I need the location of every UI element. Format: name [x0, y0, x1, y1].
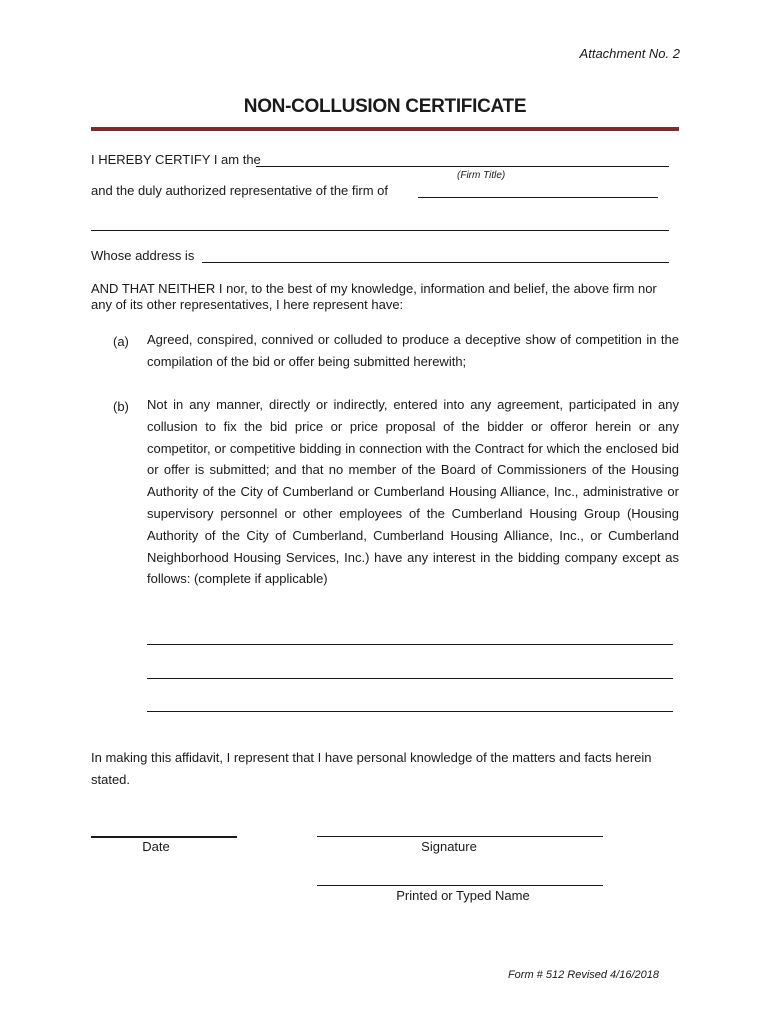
signature-line[interactable] — [317, 836, 603, 837]
certify-label: I HEREBY CERTIFY I am the — [91, 152, 261, 167]
date-label: Date — [142, 839, 170, 854]
signature-label: Signature — [421, 839, 477, 854]
item-a-text: Agreed, conspired, connived or colluded to produce a deceptive show of competition in the compilation of the bid or offer being submitted herewith; — [147, 332, 679, 369]
exception-line-1[interactable] — [147, 644, 673, 645]
page-title: NON-COLLUSION CERTIFICATE — [243, 96, 527, 117]
firm-label: and the duly authorized representative of the firm of — [91, 183, 389, 198]
firm-title-caption: (Firm Title) — [457, 170, 506, 181]
exception-line-2[interactable] — [147, 678, 673, 679]
date-line[interactable] — [91, 836, 237, 838]
address-label: Whose address is — [91, 248, 195, 263]
address-field[interactable] — [202, 262, 669, 263]
attachment-number: Attachment No. 2 — [579, 46, 680, 61]
exception-line-3[interactable] — [147, 711, 673, 712]
item-b-label: (b) — [113, 399, 129, 414]
intro-paragraph: AND THAT NEITHER I nor, to the best of my knowledge, information and belief, the above firm nor any of its other representatives, I here represent have: — [91, 281, 657, 312]
item-a-label: (a) — [113, 334, 129, 349]
firm-name-field[interactable] — [418, 197, 658, 198]
affidavit-paragraph: In making this affidavit, I represent that I have personal knowledge of the matters and facts herein stated. — [91, 750, 652, 787]
printed-name-line[interactable] — [317, 885, 603, 886]
firm-name-field-continued[interactable] — [91, 230, 669, 231]
firm-title-field[interactable] — [256, 166, 669, 167]
printed-name-label: Printed or Typed Name — [396, 888, 530, 903]
form-number: Form # 512 Revised 4/16/2018 — [507, 969, 659, 981]
title-divider — [91, 127, 679, 131]
item-b-text: Not in any manner, directly or indirectly, entered into any agreement, participated in any collusion to fix the bid price or price proposal of the bidder or offeror herein or any competitor, or competitive bidding in connection with the Contract for which the enclosed bid or offer is submitted; and that no member of the Board of Commissioners of the Housing Authority of the City of Cumberland or Cumberland Housing Alliance, Inc., administrative or supervisory personnel or other employees of the Cumberland Housing Group (Housing Authority of the City of Cumberland, Cumberland Housing Alliance, Inc., or Cumberland Neighborhood Housing Services, Inc.) have any interest in the bidding company except as follows: (complete if applicable) — [147, 397, 679, 587]
